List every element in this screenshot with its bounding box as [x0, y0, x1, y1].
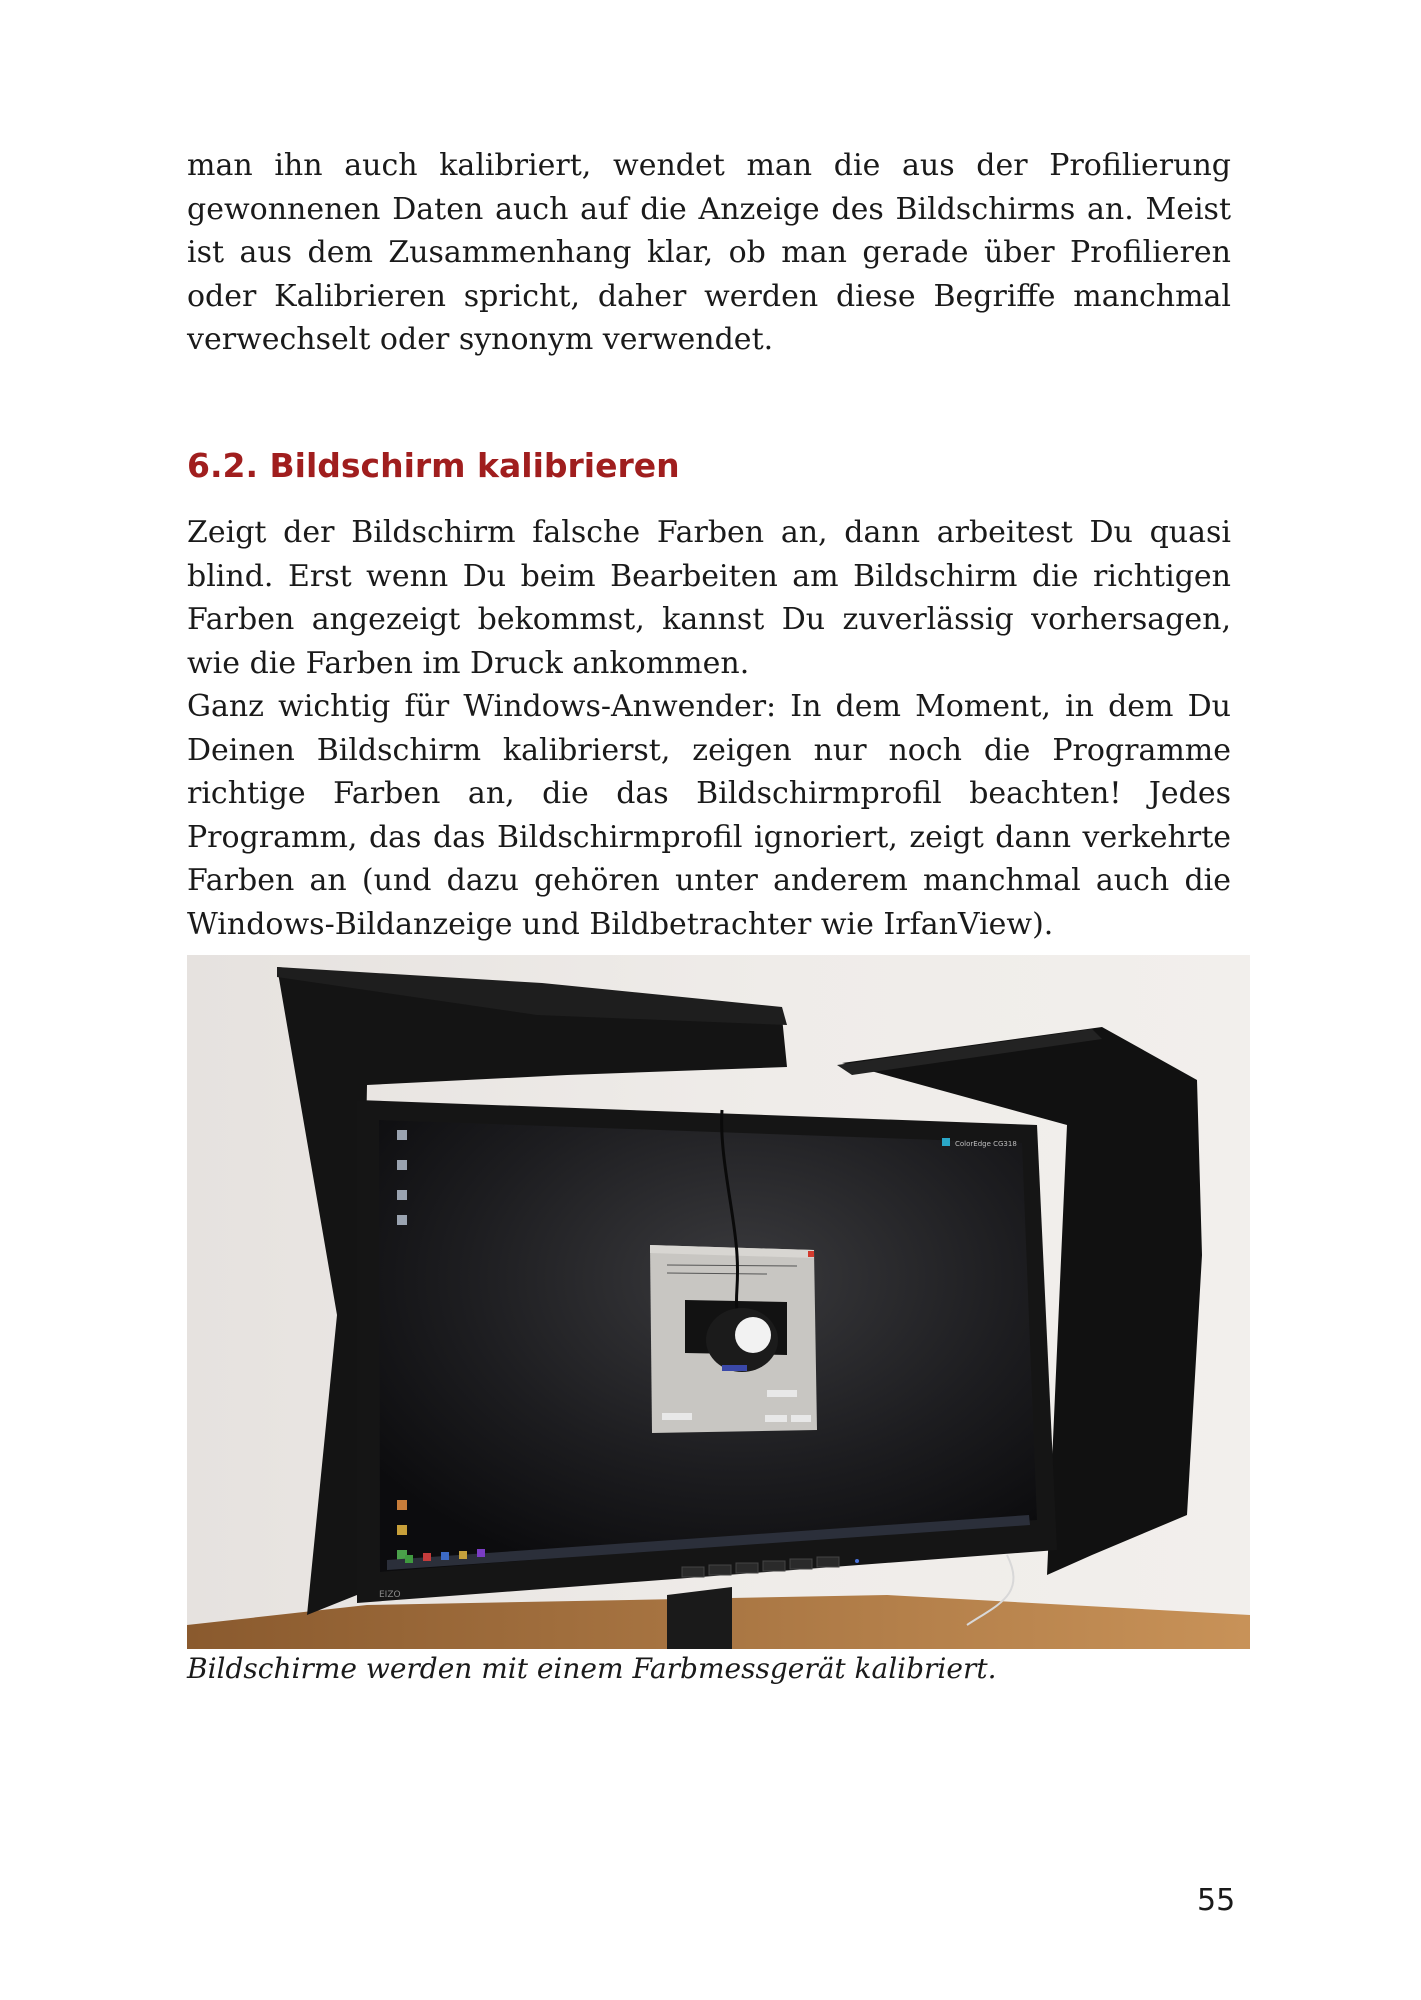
monitor-photo — [187, 955, 1250, 1649]
colorimeter-device — [706, 1308, 778, 1372]
monitor-stand — [667, 1587, 732, 1649]
monitor-model-label: ColorEdge CG318 — [955, 1140, 1017, 1148]
power-led — [855, 1559, 859, 1563]
body-paragraph-1 — [187, 511, 1231, 685]
brand-mark — [942, 1138, 950, 1146]
eizo-logo: EIZO — [379, 1590, 401, 1600]
body-paragraph-2-text: Ganz wichtig für Windows-Anwender: In dem Moment, in dem Du Deinen Bildschirm kalibrierst, zeigen nur noch die Programme richtige Farben an, die das Bildschirmprofil beachten! Jedes Programm, das das Bildschirmprofil ignoriert, zeigt dann verkehrte Farben an (und dazu gehören unter anderem manchmal auch die Windows-Bildanzeige und Bildbetrachter wie IrfanView). — [187, 689, 1231, 942]
intro-paragraph — [187, 144, 1231, 362]
body-paragraph-2 — [187, 685, 1231, 946]
page-number: 55 — [1197, 1883, 1236, 1918]
figure-caption: Bildschirme werden mit einem Farbmessgerät kalibriert. — [187, 1652, 997, 1685]
intro-text: man ihn auch kalibriert, wendet man die aus der Profilierung gewonnenen Daten auch auf die Anzeige des Bildschirms an. Meist ist aus dem Zusammenhang klar, ob man gerade über Profilieren oder Kalibrieren spricht, daher werden diese Begriffe manchmal verwechselt oder synonym verwendet. — [187, 148, 1231, 357]
section-heading: 6.2. Bildschirm kalibrieren — [187, 446, 680, 485]
monitor-illustration — [187, 955, 1250, 1649]
body-paragraph-1-text: Zeigt der Bildschirm falsche Farben an, dann arbeitest Du quasi blind. Erst wenn Du beim Bearbeiten am Bildschirm die richtigen Farben angezeigt bekommst, kannst Du zuverlässig vorhersagen, wie die Farben im Druck ankommen. — [187, 515, 1231, 681]
